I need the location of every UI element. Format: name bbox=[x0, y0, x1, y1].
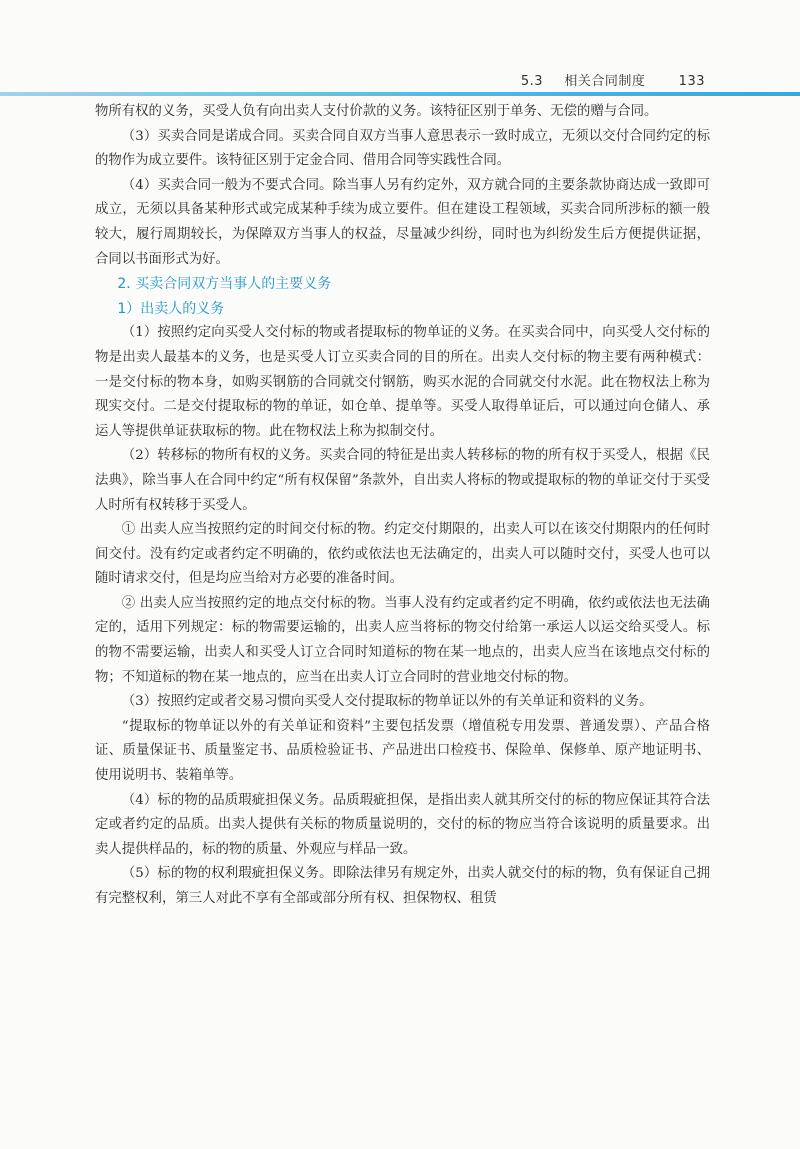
body-text bbox=[95, 100, 710, 912]
header-section-title: 相关合同制度 bbox=[564, 74, 646, 89]
paragraph: （4）标的物的品质瑕疵担保义务。品质瑕疵担保，是指出卖人就其所交付的标的物应保证其符合法定或者约定的品质。出卖人提供有关标的物质量说明的，交付的标的物应当符合该说明的质量要求。出卖人提供样品的，标的物的质量、外观应与样品一致。 bbox=[95, 792, 710, 857]
header-rule bbox=[0, 92, 800, 96]
paragraph: （4）买卖合同一般为不要式合同。除当事人另有约定外，双方就合同的主要条款协商达成一致即可成立，无须以具备某种形式或完成某种手续为成立要件。但在建设工程领域，买卖合同所涉标的额一般较大，履行周期较长，为保障双方当事人的权益，尽量减少纠纷，同时也为纠纷发生后方便提供证据，合同以书面形式为好。 bbox=[95, 177, 710, 267]
paragraph: （1）按照约定向买受人交付标的物或者提取标的物单证的义务。在买卖合同中，向买受人交付标的物是出卖人最基本的义务，也是买受人订立买卖合同的目的所在。出卖人交付标的物主要有两种模式：一是交付标的物本身，如购买钢筋的合同就交付钢筋，购买水泥的合同就交付水泥。此在物权法上称为现实交付。二是交付提取标的物的单证，如仓单、提单等。买受人取得单证后，可以通过向仓储人、承运人等提供单证获取标的物。此在物权法上称为拟制交付。 bbox=[95, 325, 710, 439]
running-header bbox=[521, 70, 705, 89]
header-page-number: 133 bbox=[678, 74, 705, 89]
section-heading: 2. 买卖合同双方当事人的主要义务 bbox=[117, 276, 332, 293]
paragraph: （3）买卖合同是诺成合同。买卖合同自双方当事人意思表示一致时成立，无须以交付合同约定的标的物作为成立要件。该特征区别于定金合同、借用合同等实践性合同。 bbox=[95, 128, 710, 169]
paragraph: “提取标的物单证以外的有关单证和资料”主要包括发票（增值税专用发票、普通发票）、产品合格证、质量保证书、质量鉴定书、品质检验证书、产品进出口检疫书、保险单、保修单、原产地证明书、使用说明书、装箱单等。 bbox=[95, 718, 710, 784]
subsection-heading: 1）出卖人的义务 bbox=[117, 300, 225, 317]
header-section-number: 5.3 bbox=[520, 74, 544, 89]
paragraph: （2）转移标的物所有权的义务。买卖合同的特征是出卖人转移标的物的所有权于买受人，根据《民法典》，除当事人在合同中约定“所有权保留”条款外，自出卖人将标的物或提取标的物的单证交付于买受人时所有权转移于买受人。 bbox=[95, 448, 710, 513]
paragraph: ② 出卖人应当按照约定的地点交付标的物。当事人没有约定或者约定不明确，依约或依法也无法确定的，适用下列规定：标的物需要运输的，出卖人应当将标的物交付给第一承运人以运交给买受人。标的物不需要运输，出卖人和买受人订立合同时知道标的物在某一地点的，出卖人应当在该地点交付标的物；不知道标的物在某一地点的，应当在出卖人订立合同时的营业地交付标的物。 bbox=[95, 595, 710, 685]
paragraph: （3）按照约定或者交易习惯向买受人交付提取标的物单证以外的有关单证和资料的义务。 bbox=[121, 694, 653, 710]
paragraph: ① 出卖人应当按照约定的时间交付标的物。约定交付期限的，出卖人可以在该交付期限内的任何时间交付。没有约定或者约定不明确的，依约或依法也无法确定的，出卖人可以随时交付，买受人也可以随时请求交付，但是均应当给对方必要的准备时间。 bbox=[95, 522, 710, 587]
paragraph: 物所有权的义务，买受人负有向出卖人支付价款的义务。该特征区别于单务、无偿的赠与合同。 bbox=[95, 104, 658, 119]
paragraph: （5）标的物的权利瑕疵担保义务。即除法律另有规定外，出卖人就交付的标的物，负有保证自己拥有完整权利，第三人对此不享有全部或部分所有权、担保物权、租赁 bbox=[95, 866, 710, 906]
